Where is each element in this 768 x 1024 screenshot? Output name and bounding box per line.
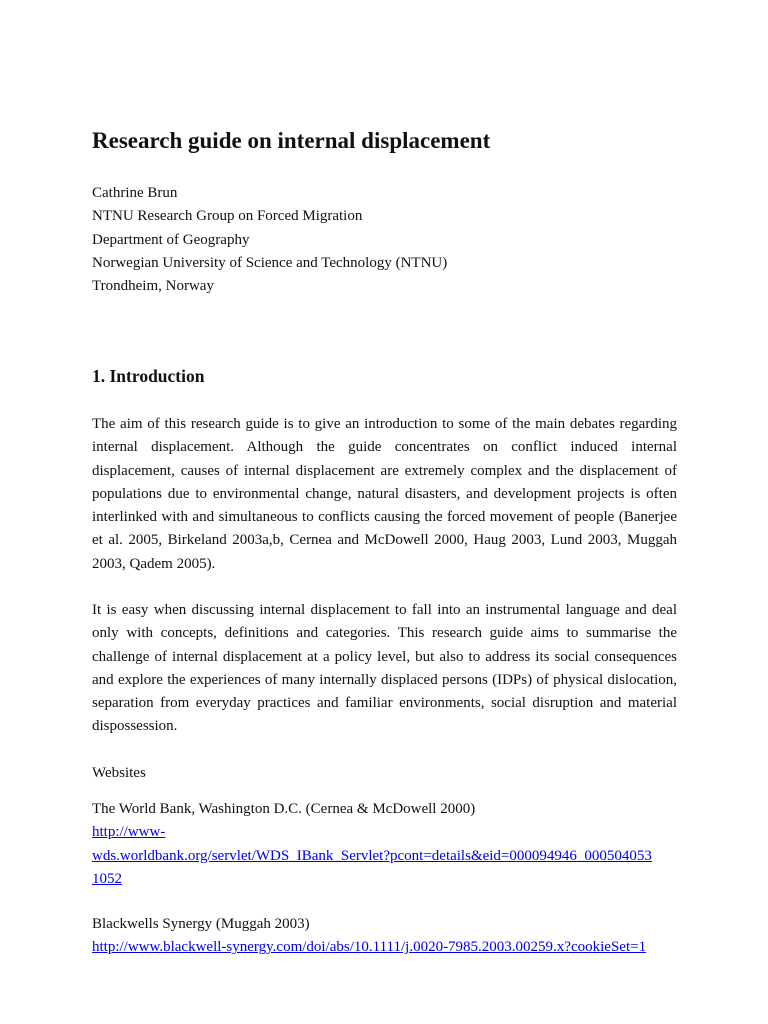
location: Trondheim, Norway <box>92 278 214 295</box>
department: Department of Geography <box>92 231 250 248</box>
intro-paragraph-1: The aim of this research guide is to give an introduction to some of the main debates regarding internal displacement. Although the guide concentrates on conflict induced internal displacement, causes of internal displacement are extremely complex and the displacement of populations due to environmental change, natural disasters, and development projects is often interlinked with and simultaneous to conflicts causing the forced movement of people (Banerjee et al. 2005, Birkeland 2003a,b, Cernea and McDowell 2000, Haug 2003, Lund 2003, Muggah 2003, Qadem 2005). <box>92 416 677 572</box>
section-heading: 1. Introduction <box>92 366 205 386</box>
intro-paragraph-2: It is easy when discussing internal displacement to fall into an instrumental language and deal only with concepts, definitions and categories. This research guide aims to summarise the challenge of internal displacement at a policy level, but also to address its social consequences and explore the experiences of many internally displaced persons (IDPs) of physical dislocation, separation from everyday practices and familiar environments, social disruption and material dispossession. <box>92 602 677 735</box>
website-link-world-bank[interactable] <box>92 821 678 891</box>
website-name: The World Bank, Washington D.C. (Cernea & McDowell 2000) <box>92 801 476 817</box>
link-line: 1052 <box>92 870 122 887</box>
website-link-blackwell[interactable] <box>92 936 678 959</box>
university: Norwegian University of Science and Technology (NTNU) <box>92 254 448 271</box>
document-title: Research guide on internal displacement <box>92 128 491 153</box>
research-group: NTNU Research Group on Forced Migration <box>92 208 363 225</box>
website-name: Blackwells Synergy (Muggah 2003) <box>92 916 310 932</box>
author-block <box>92 182 447 298</box>
link-line: http://www- <box>92 824 166 841</box>
link-line: http://www.blackwell-synergy.com/doi/abs/10.1111/j.0020-7985.2003.00259.x?cookieSet=1 <box>92 939 647 956</box>
author-name: Cathrine Brun <box>92 185 178 201</box>
websites-label: Websites <box>92 765 146 781</box>
website-entry <box>92 913 678 960</box>
link-line: wds.worldbank.org/servlet/WDS_IBank_Servlet?pcont=details&eid=000094946_000504053 <box>92 847 652 864</box>
website-entry <box>92 798 678 891</box>
